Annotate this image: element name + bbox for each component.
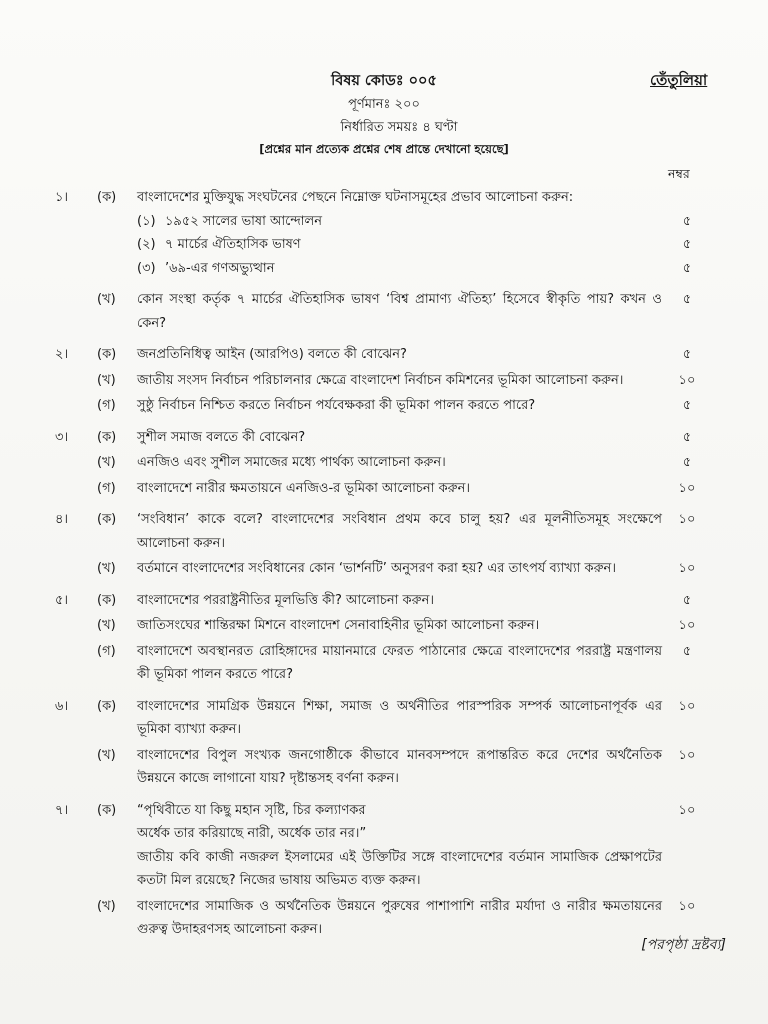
question-2 (55, 343, 712, 418)
sub-item-text: ১৯৫২ সালের ভাষা আন্দোলন (165, 213, 323, 229)
question-number: ১। (55, 190, 69, 205)
sub-item-marks: ৫ (682, 237, 692, 252)
part-label: (খ) (97, 292, 116, 307)
question-number: ৪। (55, 512, 69, 527)
sub-item (55, 257, 712, 281)
question-number: ২। (55, 347, 69, 362)
part-label: (ক) (97, 802, 117, 818)
part-marks: ৫ (682, 398, 692, 413)
part-text: কোন সংস্থা কর্তৃক ৭ মার্চের ঐতিহাসিক ভাষণ ‘বিশ্ব প্রামাণ্য ঐতিহ্য’ হিসেবে স্বীকৃতি পায়? কখন ও কেন? (137, 292, 662, 331)
part-marks: ৫ (682, 347, 692, 362)
question-number: ৩। (55, 429, 69, 445)
quote-line: অর্ধেক তার করিয়াছে নারী, অর্ধেক তার নর।” (137, 826, 367, 841)
part-label: (খ) (97, 618, 116, 633)
next-page-note: [পরপৃষ্ঠা দ্রষ্টব্য] (641, 937, 726, 953)
question-6 (55, 695, 712, 791)
part-text: বাংলাদেশের সামগ্রিক উন্নয়নে শিক্ষা, সমাজ ও অর্থনীতির পারস্পরিক সম্পর্ক আলোচনাপূর্বক এর ভূমিকা ব্যাখ্যা করুন। (137, 698, 662, 737)
question-part (55, 426, 712, 450)
question-part (55, 451, 712, 475)
question-part (55, 895, 712, 942)
part-marks: ১০ (678, 561, 696, 576)
question-number: ৭। (55, 802, 69, 818)
question-1 (55, 186, 712, 335)
part-label: (খ) (97, 898, 116, 914)
part-marks: ৫ (682, 292, 692, 307)
part-text: বাংলাদেশের সামাজিক ও অর্থনৈতিক উন্নয়নে পুরুষের পাশাপাশি নারীর মর্যাদা ও নারীর ক্ষমতায়নের গুরুত্ব উদাহরণসহ আলোচনা করুন। (137, 898, 662, 937)
exam-duration: নির্ধারিত সময়ঃ ৪ ঘণ্টা (340, 120, 458, 135)
part-marks: ১০ (678, 480, 696, 496)
quote-line: “পৃথিবীতে যা কিছু মহান সৃষ্টি, চির কল্যাণকর (137, 802, 366, 818)
sub-item-label: (১) (137, 213, 156, 229)
part-label: (খ) (97, 561, 116, 576)
question-part (55, 508, 712, 555)
part-marks: ৫ (682, 592, 692, 608)
part-text: বাংলাদেশে অবস্থানরত রোহিঙ্গাদের মায়ানমারে ফেরত পাঠানোর ক্ষেত্রে বাংলাদেশের পররাষ্ট্র মন্ত্রণালয় কী ভূমিকা পালন করতে পারে? (137, 643, 662, 682)
part-text: ‘সংবিধান’ কাকে বলে? বাংলাদেশের সংবিধান প্রথম কবে চালু হয়? এর মূলনীতিসমূহ সংক্ষেপে আলোচনা করুন। (137, 512, 662, 551)
sub-item-label: (৩) (137, 260, 156, 276)
marks-column-heading: নম্বর (668, 166, 690, 181)
question-7 (55, 799, 712, 942)
part-label: (খ) (97, 747, 116, 763)
part-text: জনপ্রতিনিধিত্ব আইন (আরপিও) বলতে কী বোঝেন? (137, 347, 407, 362)
part-marks: ১০ (678, 802, 696, 818)
part-marks: ৫ (682, 643, 692, 659)
question-number: ৬। (55, 698, 69, 714)
part-text: বাংলাদেশে নারীর ক্ষমতায়নে এনজিও-র ভূমিকা আলোচনা করুন। (137, 480, 471, 496)
question-part (55, 343, 712, 367)
part-text: সুষ্ঠু নির্বাচন নিশ্চিত করতে নির্বাচন পর্যবেক্ষকরা কী ভূমিকা পালন করতে পারে? (137, 398, 536, 413)
question-part (55, 394, 712, 418)
sub-item-marks: ৫ (682, 260, 692, 276)
sub-item-text: ৭ মার্চের ঐতিহাসিক ভাষণ (165, 237, 301, 252)
part-label: (ক) (97, 698, 117, 714)
part-text: বাংলাদেশের মুক্তিযুদ্ধ সংঘটনের পেছনে নিম্নোক্ত ঘটনাসমূহের প্রভাব আলোচনা করুন: (137, 190, 574, 205)
part-text: বাংলাদেশের বিপুল সংখ্যক জনগোষ্ঠীকে কীভাবে মানবসম্পদে রূপান্তরিত করে দেশের অর্থনৈতিক উন্নয়নে কাজে লাগানো যায়? দৃষ্টান্তসহ বর্ণনা করুন। (137, 747, 662, 786)
part-marks: ১০ (678, 372, 696, 388)
exam-center-name: তেঁতুলিয়া (650, 71, 708, 89)
part-marks: ৫ (682, 429, 692, 445)
question-3 (55, 426, 712, 501)
sub-item-label: (২) (137, 237, 156, 252)
part-marks: ১০ (678, 698, 696, 714)
part-marks: ১০ (678, 747, 696, 763)
sub-item-text: ’৬৯-এর গণঅভ্যুত্থান (165, 260, 275, 276)
question-part (55, 186, 712, 210)
part-label: (ক) (97, 512, 117, 527)
part-text: বর্তমানে বাংলাদেশের সংবিধানের কোন ‘ভার্শনটি’ অনুসরণ করা হয়? এর তাৎপর্য ব্যাখ্যা করুন। (137, 561, 616, 576)
marks-note: [প্রশ্নের মান প্রত্যেক প্রশ্নের শেষ প্রান্তে দেখানো হয়েছে] (259, 142, 509, 156)
question-part (55, 640, 712, 687)
part-label: (গ) (97, 398, 116, 413)
part-text: এনজিও এবং সুশীল সমাজের মধ্যে পার্থক্য আলোচনা করুন। (137, 455, 446, 470)
question-part (55, 589, 712, 613)
part-label: (খ) (97, 455, 116, 470)
part-body (137, 799, 662, 893)
full-marks: পূর্ণমানঃ ২০০ (348, 97, 420, 112)
part-text: জাতীয় কবি কাজী নজরুল ইসলামের এই উক্তিটির সঙ্গে বাংলাদেশের বর্তমান সামাজিক প্রেক্ষাপটের কতটা মিল রয়েছে? নিজের ভাষায় অভিমত ব্যক্ত করুন। (137, 849, 662, 888)
part-label: (গ) (97, 643, 116, 659)
subject-code: বিষয় কোডঃ ০০৫ (331, 73, 437, 89)
question-4 (55, 508, 712, 581)
part-marks: ১০ (678, 618, 696, 633)
question-5 (55, 589, 712, 687)
question-part (55, 369, 712, 393)
part-marks: ৫ (682, 455, 692, 470)
part-label: (খ) (97, 372, 116, 388)
part-label: (ক) (97, 592, 117, 608)
part-label: (ক) (97, 347, 117, 362)
question-part (55, 477, 712, 501)
question-part (55, 799, 712, 893)
part-text: সুশীল সমাজ বলতে কী বোঝেন? (137, 429, 306, 445)
part-label: (গ) (97, 480, 116, 496)
question-part (55, 557, 712, 581)
sub-item-marks: ৫ (682, 213, 692, 229)
part-text: জাতিসংঘের শান্তিরক্ষা মিশনে বাংলাদেশ সেনাবাহিনীর ভূমিকা আলোচনা করুন। (137, 618, 540, 633)
sub-item (55, 233, 712, 257)
question-number: ৫। (55, 592, 69, 608)
part-text: জাতীয় সংসদ নির্বাচন পরিচালনার ক্ষেত্রে বাংলাদেশ নির্বাচন কমিশনের ভূমিকা আলোচনা করুন। (137, 372, 624, 388)
part-label: (ক) (97, 190, 117, 205)
sub-item (55, 210, 712, 234)
question-list (55, 186, 712, 942)
question-part (55, 744, 712, 791)
question-part (55, 695, 712, 742)
question-part (55, 288, 712, 335)
part-marks: ১০ (678, 898, 696, 914)
part-label: (ক) (97, 429, 117, 445)
part-text: বাংলাদেশের পররাষ্ট্রনীতির মূলভিত্তি কী? আলোচনা করুন। (137, 592, 435, 608)
question-part (55, 614, 712, 638)
part-marks: ১০ (678, 512, 696, 527)
